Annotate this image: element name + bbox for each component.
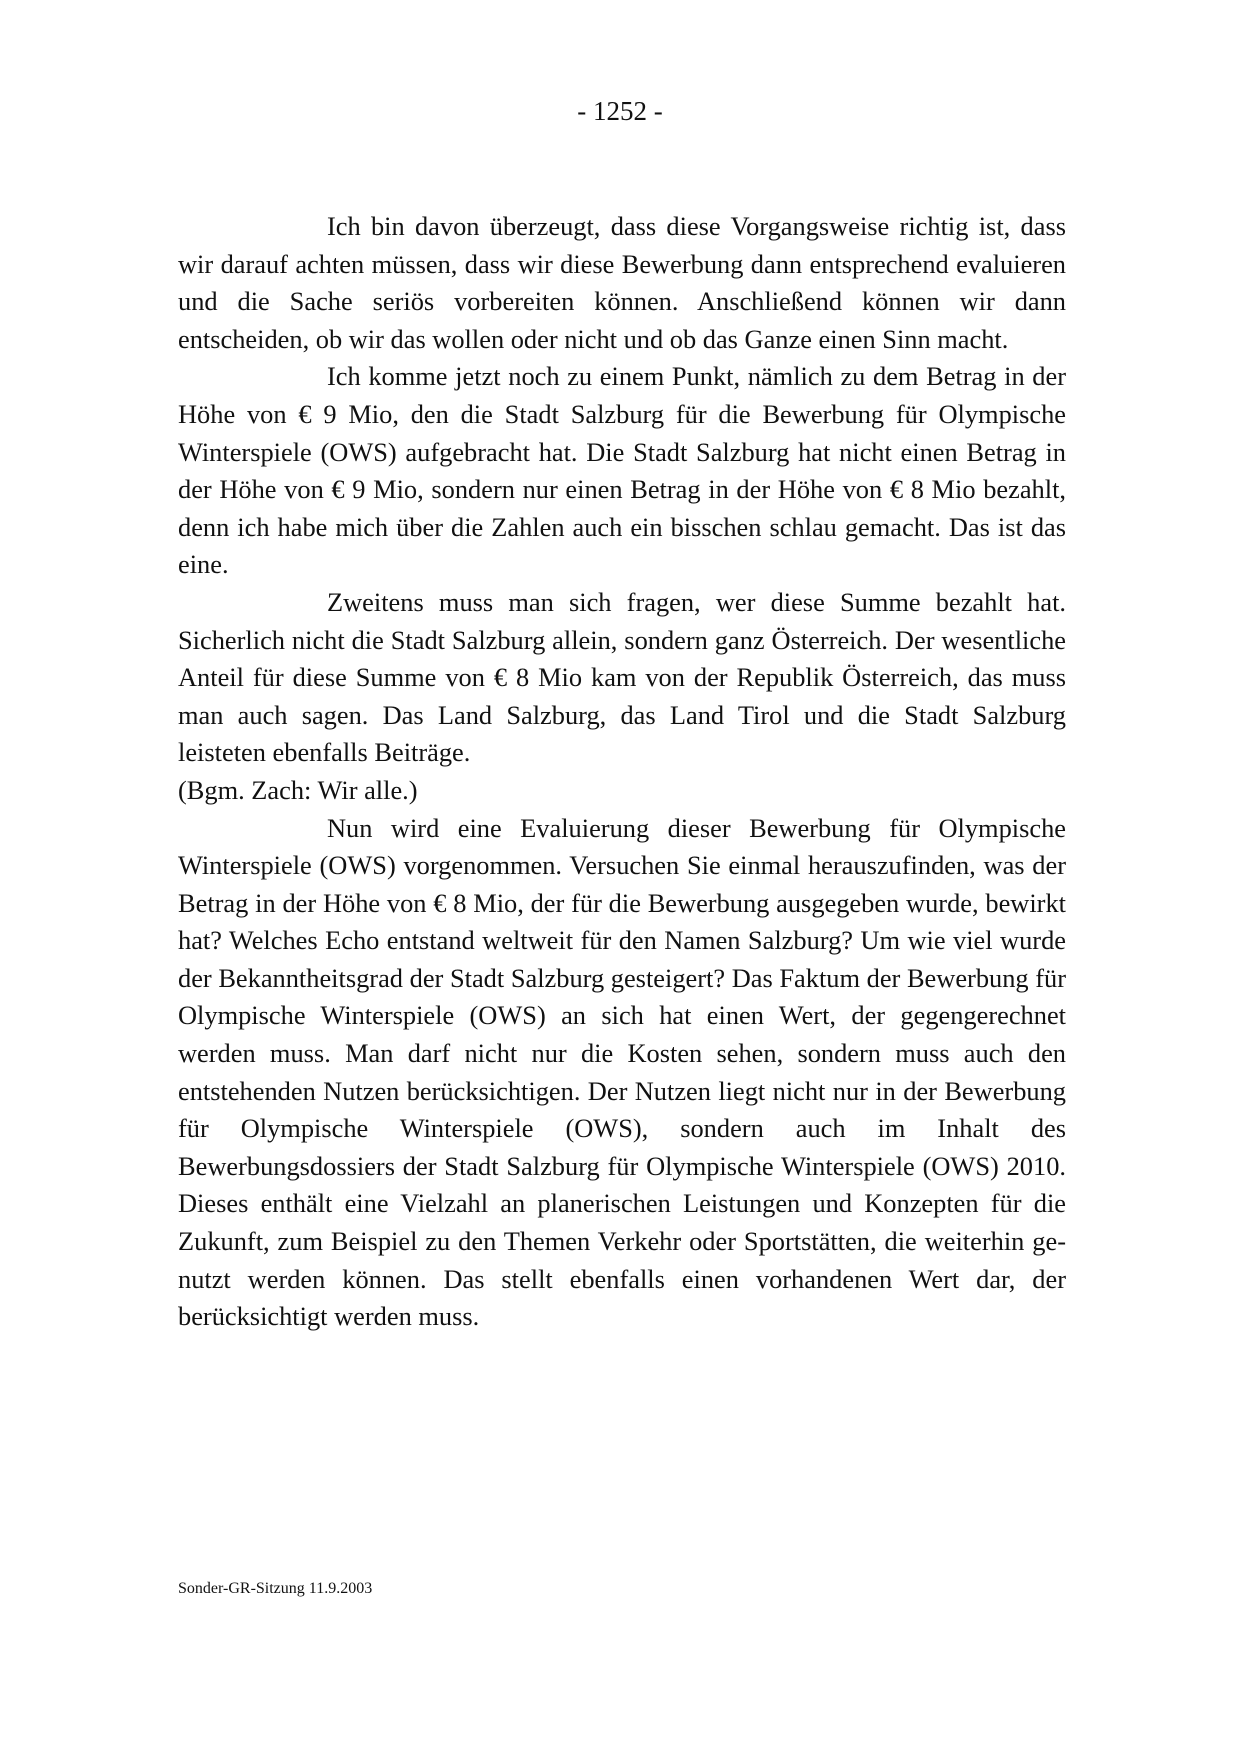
interjection: (Bgm. Zach: Wir alle.) [178,774,418,805]
footer-session-label: Sonder-GR-Sitzung 11.9.2003 [178,1580,373,1597]
paragraph: Nun wird eine Evaluierung dieser Bewerbung für Olympische Winterspiele (OWS) vorgenommen. Versuchen Sie einmal herauszufinden, was der Betrag in der Höhe von € 8 Mio, der für die Bewerbung ausgegeben wurde, bewirkt hat? Welches Echo entstand weltweit für den Namen Salzburg? Um wie viel wurde der Bekanntheitsgrad der Stadt Salzburg gesteigert? Das Faktum der Bewerbung für Olympische Winterspiele (OWS) an sich hat einen Wert, der gegengerechnet werden muss. Man darf nicht nur die Kosten sehen, sondern muss auch den entstehenden Nutzen berücksichtigen. Der Nutzen liegt nicht nur in der Bewerbung für Olympische Winterspiele (OWS), sondern auch im Inhalt des Bewerbungsdossiers der Stadt Salzburg für Olympische Winterspiele (OWS) 2010. Dieses enthält eine Vielzahl an planerischen Leistungen und Konzepten für die Zukunft, zum Beispiel zu den Themen Verkehr oder Sportstätten, die weiterhin genutzt werden können. Das stellt ebenfalls einen vorhandenen Wert dar, der berücksichtigt werden muss. [178,812,1066,1332]
paragraph: Ich komme jetzt noch zu einem Punkt, nämlich zu dem Betrag in der Höhe von € 9 Mio, den die Stadt Salzburg für die Bewerbung für Olympische Winterspiele (OWS) aufgebracht hat. Die Stadt Salzburg hat nicht einen Betrag in der Höhe von € 9 Mio, sondern nur einen Betrag in der Höhe von € 8 Mio bezahlt, denn ich habe mich über die Zahlen auch ein bisschen schlau gemacht. Das ist das eine. [178,361,1066,580]
paragraph: Zweitens muss man sich fragen, wer diese Summe bezahlt hat. Sicherlich nicht die Stadt Salzburg allein, sondern ganz Österreich. Der wesentliche Anteil für diese Summe von € 8 Mio kam von der Republik Österreich, das muss man auch sagen. Das Land Salzburg, das Land Tirol und die Stadt Salzburg leisteten ebenfalls Beiträge. [178,586,1066,768]
paragraph: Ich bin davon überzeugt, dass diese Vorgangsweise richtig ist, dass wir darauf achten müssen, dass wir diese Bewerbung dann entsprechend evaluieren und die Sache seriös vorbereiten können. Anschließend können wir dann entscheiden, ob wir das wollen oder nicht und ob das Ganze einen Sinn macht. [178,211,1066,354]
document-body [178,208,1066,1336]
page-number: - 1252 - [577,96,663,126]
